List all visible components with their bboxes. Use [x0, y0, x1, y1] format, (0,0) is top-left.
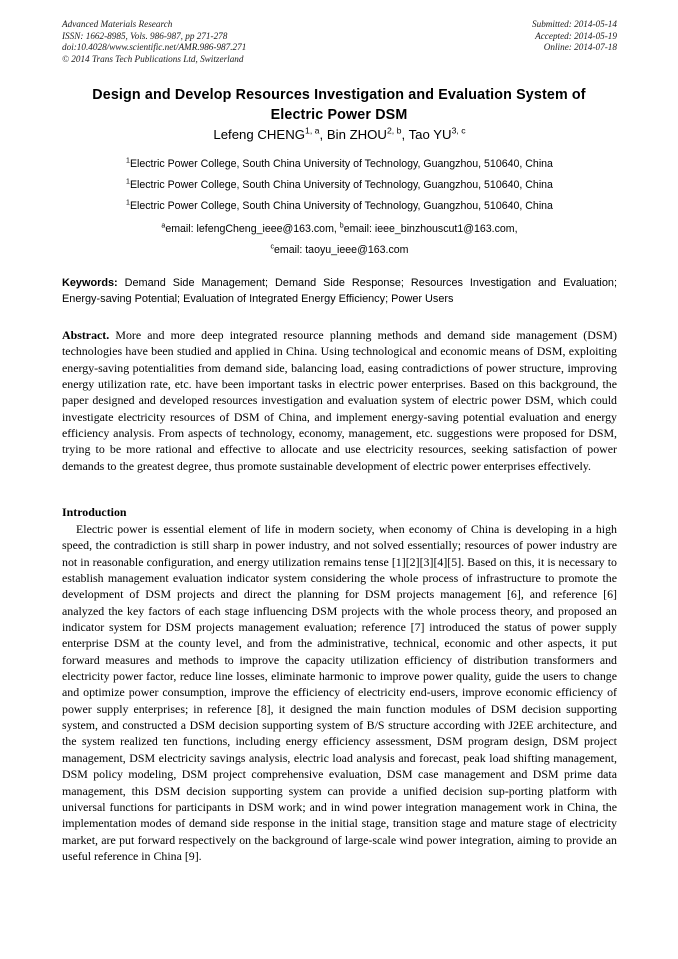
email-address-c: email: taoyu_ieee@163.com: [274, 244, 409, 256]
email-list: [62, 219, 617, 261]
keywords-block: [62, 276, 617, 307]
affiliation-marker: 1: [126, 157, 130, 165]
author-affiliation-marker-3: 3, c: [451, 125, 466, 136]
abstract-block: [62, 327, 617, 474]
email-line-1: [62, 219, 617, 240]
masthead: [62, 19, 617, 65]
introduction-body: [62, 521, 617, 864]
email-marker-c: c: [270, 243, 275, 251]
keywords-text: Demand Side Management; Demand Side Response; Resources Investigation and Evaluation; Energy-saving Potential; Evaluation of Integrated Energy Efficiency; Power Users: [62, 277, 617, 305]
introduction-heading: Introduction: [62, 505, 127, 519]
author-list: [62, 126, 617, 144]
affiliation-item: [52, 154, 627, 175]
affiliation-text: Electric Power College, South China University of Technology, Guangzhou, 510640, China: [129, 179, 553, 191]
submitted-date: Submitted: 2014-05-14: [532, 19, 617, 29]
introduction-paragraph: Electric power is essential element of life in modern society, when economy of China is developing in a high speed, the contradiction is still sharp in power industry, and not solved essentially; resources of power industry are not in reasonable configuration, and energy utilization remains tense [1][2][3][4][5]. Based on this, it is necessary to establish management evaluation indicator system considering the whole process of infrastructure to promote the development of DSM projects and direct the planning for DSM projects management [6], and reference [6] analyzed the key factors of each stage influencing DSM projects with the whole process theory, and proposed an indicator system for DSM projects management evaluation; reference [7] introduced the status of power supply enterprise DSM at the county level, and from the administrative, technical, economic and other aspects, it put forward measures and methods to improve the capacity utilization efficiency of distribution transformers and electricity power factor, reduce line losses, eliminate harmonic to improve power quality, guide the users to change and optimize power consumption, improve the efficiency of electricity end-users, improve economic efficiency of power supply enterprises; in reference [8], it designed the main function modules of DSM decision supporting system, and constructed a DSM decision supporting system of B/S structure according with J2EE architecture, and the system realized ten functions, including energy efficiency assessment, DSM program design, DSM project management, DSM electricity savings analysis, electric load analysis and forecast, peak load shifting management, DSM policy modeling, DSM project comprehensive evaluation, DSM case management and DSM prime data management, this DSM decision supporting system can provide a unified decision sup-porting platform with universal functions for participants in DSM work; and in wind power integration management work in China, the implementation modes of demand side response in the initial stage, transition stage and mature stage of electricity market, are put forward respectively on the background of large-scale wind power integration, aiming to provide an useful reference in China [9].: [62, 522, 617, 863]
email-address-b: email: ieee_binzhouscut1@163.com,: [343, 223, 518, 235]
author-affiliation-marker-2: 2, b: [386, 125, 402, 136]
author-name-1: Lefeng CHENG: [213, 127, 305, 142]
online-date: Online: 2014-07-18: [543, 42, 617, 53]
email-marker-b: b: [339, 222, 344, 230]
masthead-journal-info: [62, 19, 246, 65]
affiliation-marker: 1: [126, 178, 130, 186]
affiliation-text: Electric Power College, South China University of Technology, Guangzhou, 510640, China: [129, 200, 553, 212]
author-separator-1: ,: [319, 127, 327, 142]
masthead-dates: [532, 19, 617, 54]
abstract-label: Abstract.: [62, 328, 110, 342]
affiliation-marker: 1: [126, 199, 130, 207]
author-name-3: Tao YU: [408, 127, 452, 142]
journal-name: Advanced Materials Research: [62, 19, 173, 29]
email-line-2: [62, 240, 617, 261]
abstract-text: More and more deep integrated resource planning methods and demand side management (DSM) technologies have been studied and applied in China. Using technological and economic means of DSM, exploiting energy-saving potentialities from demand side, balancing load, easing contradictions of power structure, improving energy utilization rate, etc. have been important tasks in electric power enterprises. Based on this background, the paper designed and developed resources investigation and evaluation system of electric power DSM, which could investigate electricity resources of DSM of China, and implement energy-saving potential evaluation and energy efficiency analysis. From aspects of technology, economy, management, etc. suggestions were proposed for DSM, trying to be more rational and effective to allocate and use electricity resources, seeking satisfaction of power demands to the greatest degree, thus promote sustainable development of electric power enterprises effectively.: [62, 328, 617, 473]
keywords-label: Keywords:: [62, 277, 118, 289]
affiliation-item: [52, 175, 627, 196]
author-affiliation-marker-1: 1, a: [305, 125, 320, 136]
affiliation-text: Electric Power College, South China University of Technology, Guangzhou, 510640, China: [129, 158, 553, 170]
paper-title: Design and Develop Resources Investigation and Evaluation System of Electric Power DSM: [92, 87, 586, 123]
copyright-line: © 2014 Trans Tech Publications Ltd, Switzerland: [62, 53, 244, 64]
author-name-2: Bin ZHOU: [326, 127, 387, 142]
affiliation-item: [52, 196, 627, 217]
accepted-date: Accepted: 2014-05-19: [535, 30, 617, 41]
email-address-a: email: lefengCheng_ieee@163.com,: [165, 223, 340, 235]
email-marker-a: a: [161, 222, 166, 230]
affiliation-list: [52, 154, 627, 217]
doi-line: doi:10.4028/www.scientific.net/AMR.986-987.271: [62, 42, 247, 53]
issn-volume-pages: ISSN: 1662-8985, Vols. 986-987, pp 271-278: [62, 30, 228, 41]
author-separator-2: ,: [401, 127, 409, 142]
